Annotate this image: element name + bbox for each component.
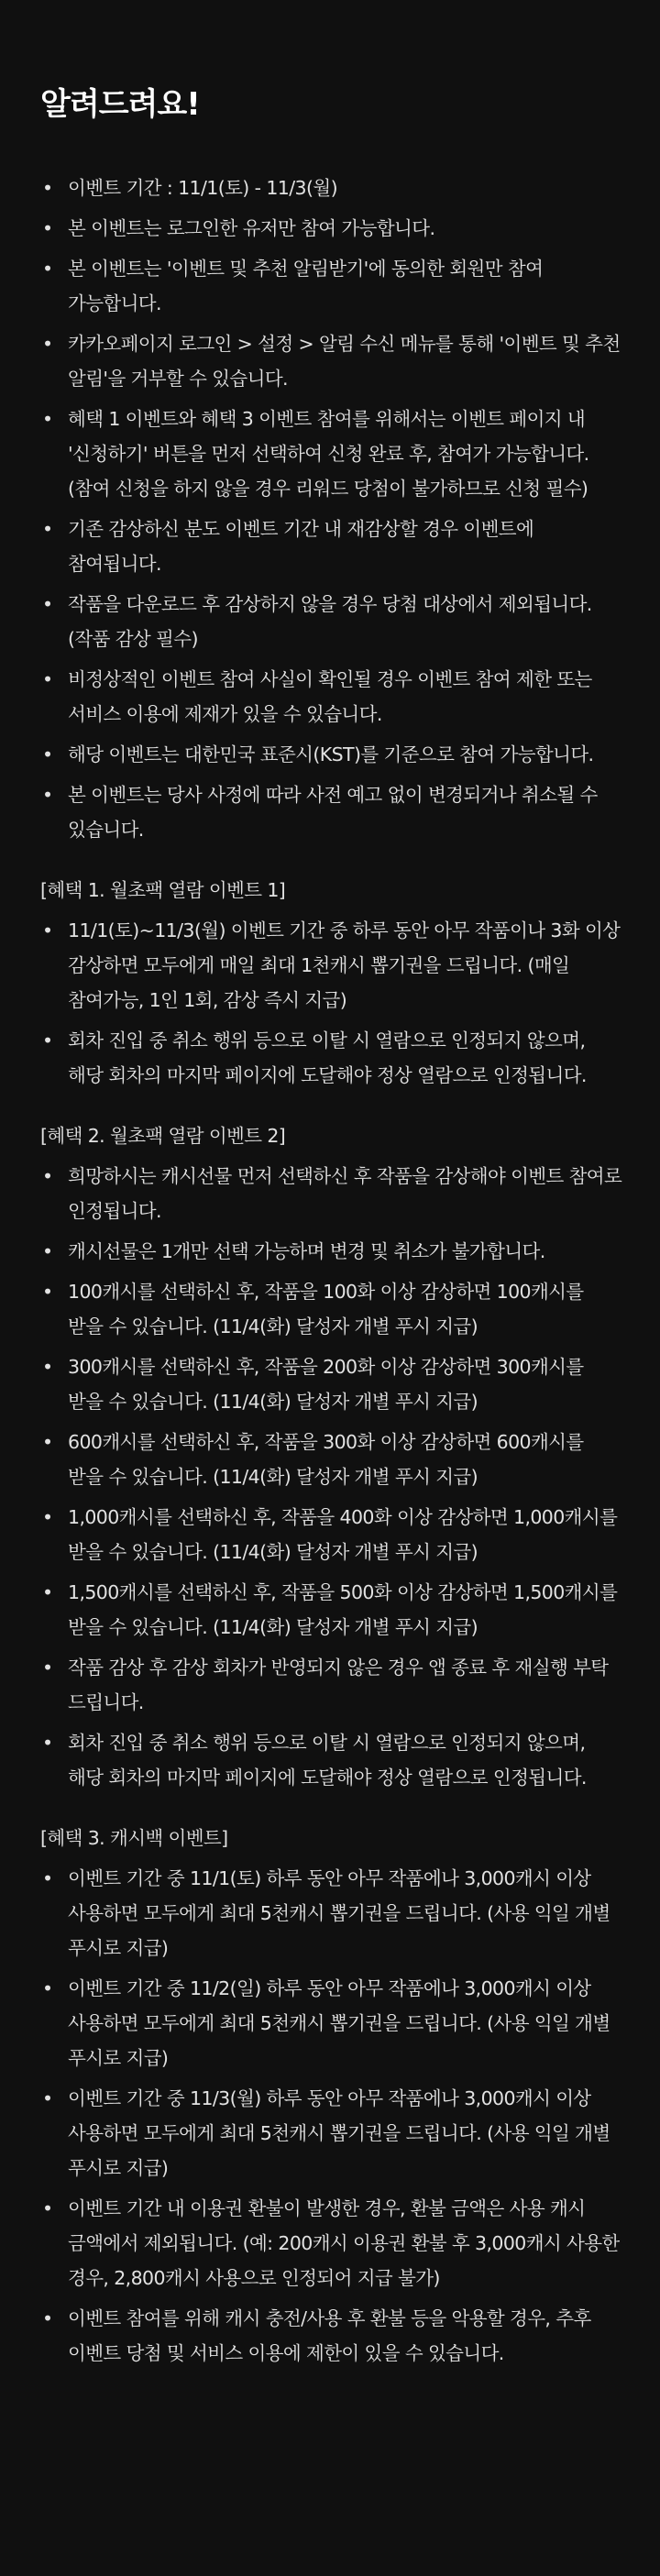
list-item: • 작품 감상 후 감상 회차가 반영되지 않은 경우 앱 종료 후 재실행 부탁 드립니다.	[40, 1650, 623, 1720]
list-item: • 이벤트 기간 중 11/2(일) 하루 동안 아무 작품에나 3,000캐시 이상 사용하면 모두에게 최대 5천캐시 뽑기권을 드립니다. (사용 익일 개별 푸시로 지급)	[40, 1971, 623, 2075]
list-item: • 작품을 다운로드 후 감상하지 않을 경우 당첨 대상에서 제외됩니다. (작품 감상 필수)	[40, 587, 623, 656]
list-item: • 해당 이벤트는 대한민국 표준시(KST)를 기준으로 참여 가능합니다.	[40, 737, 623, 772]
general-notice-list	[40, 171, 623, 847]
benefit-2-section	[40, 1118, 623, 1795]
list-item: • 이벤트 기간 중 11/3(월) 하루 동안 아무 작품에나 3,000캐시 이상 사용하면 모두에게 최대 5천캐시 뽑기권을 드립니다. (사용 익일 개별 푸시로 지급)	[40, 2081, 623, 2185]
list-item: • 기존 감상하신 분도 이벤트 기간 내 재감상할 경우 이벤트에 참여됩니다.	[40, 512, 623, 581]
benefit-1-list	[40, 913, 623, 1093]
benefit-3-list	[40, 1861, 623, 2371]
list-item: • 본 이벤트는 '이벤트 및 추천 알림받기'에 동의한 회원만 참여 가능합니다.	[40, 251, 623, 321]
benefit-3-section	[40, 1821, 623, 2371]
benefit-1-section	[40, 873, 623, 1093]
benefit-2-list	[40, 1159, 623, 1795]
list-item: • 11/1(토)~11/3(월) 이벤트 기간 중 하루 동안 아무 작품이나 3화 이상 감상하면 모두에게 매일 최대 1천캐시 뽑기권을 드립니다. (매일 참여가능, 1인 1회, 감상 즉시 지급)	[40, 913, 623, 1018]
list-item: • 이벤트 기간 : 11/1(토) - 11/3(월)	[40, 171, 623, 205]
section-heading: [혜택 1. 월초팩 열람 이벤트 1]	[40, 879, 286, 901]
list-item: • 600캐시를 선택하신 후, 작품을 300화 이상 감상하면 600캐시를 받을 수 있습니다. (11/4(화) 달성자 개별 푸시 지급)	[40, 1425, 623, 1494]
list-item: • 이벤트 기간 중 11/1(토) 하루 동안 아무 작품에나 3,000캐시 이상 사용하면 모두에게 최대 5천캐시 뽑기권을 드립니다. (사용 익일 개별 푸시로 지급)	[40, 1861, 623, 1965]
list-item: • 300캐시를 선택하신 후, 작품을 200화 이상 감상하면 300캐시를 받을 수 있습니다. (11/4(화) 달성자 개별 푸시 지급)	[40, 1349, 623, 1419]
list-item: • 캐시선물은 1개만 선택 가능하며 변경 및 취소가 불가합니다.	[40, 1234, 623, 1269]
list-item: • 이벤트 참여를 위해 캐시 충전/사용 후 환불 등을 악용할 경우, 추후 이벤트 당첨 및 서비스 이용에 제한이 있을 수 있습니다.	[40, 2301, 623, 2371]
section-heading: [혜택 2. 월초팩 열람 이벤트 2]	[40, 1125, 286, 1147]
list-item: • 회차 진입 중 취소 행위 등으로 이탈 시 열람으로 인정되지 않으며, 해당 회차의 마지막 페이지에 도달해야 정상 열람으로 인정됩니다.	[40, 1023, 623, 1093]
list-item: • 1,000캐시를 선택하신 후, 작품을 400화 이상 감상하면 1,000캐시를 받을 수 있습니다. (11/4(화) 달성자 개별 푸시 지급)	[40, 1500, 623, 1569]
list-item: • 혜택 1 이벤트와 혜택 3 이벤트 참여를 위해서는 이벤트 페이지 내 '신청하기' 버튼을 먼저 선택하여 신청 완료 후, 참여가 가능합니다. (참여 신청을 하지 않을 경우 리워드 당첨이 불가하므로 신청 필수)	[40, 402, 623, 506]
list-item: • 1,500캐시를 선택하신 후, 작품을 500화 이상 감상하면 1,500캐시를 받을 수 있습니다. (11/4(화) 달성자 개별 푸시 지급)	[40, 1575, 623, 1645]
list-item: • 희망하시는 캐시선물 먼저 선택하신 후 작품을 감상해야 이벤트 참여로 인정됩니다.	[40, 1159, 623, 1228]
list-item: • 이벤트 기간 내 이용권 환불이 발생한 경우, 환불 금액은 사용 캐시 금액에서 제외됩니다. (예: 200캐시 이용권 환불 후 3,000캐시 사용한 경우, 2,800캐시 사용으로 인정되어 지급 불가)	[40, 2191, 623, 2295]
list-item: • 100캐시를 선택하신 후, 작품을 100화 이상 감상하면 100캐시를 받을 수 있습니다. (11/4(화) 달성자 개별 푸시 지급)	[40, 1274, 623, 1344]
list-item: • 회차 진입 중 취소 행위 등으로 이탈 시 열람으로 인정되지 않으며, 해당 회차의 마지막 페이지에 도달해야 정상 열람으로 인정됩니다.	[40, 1725, 623, 1795]
page-title: 알려드려요!	[40, 86, 200, 123]
list-item: • 카카오페이지 로그인 > 설정 > 알림 수신 메뉴를 통해 '이벤트 및 추천 알림'을 거부할 수 있습니다.	[40, 326, 623, 396]
section-heading: [혜택 3. 캐시백 이벤트]	[40, 1827, 228, 1849]
list-item: • 본 이벤트는 로그인한 유저만 참여 가능합니다.	[40, 211, 623, 246]
list-item: • 비정상적인 이벤트 참여 사실이 확인될 경우 이벤트 참여 제한 또는 서비스 이용에 제재가 있을 수 있습니다.	[40, 662, 623, 732]
list-item: • 본 이벤트는 당사 사정에 따라 사전 예고 없이 변경되거나 취소될 수 있습니다.	[40, 777, 623, 847]
